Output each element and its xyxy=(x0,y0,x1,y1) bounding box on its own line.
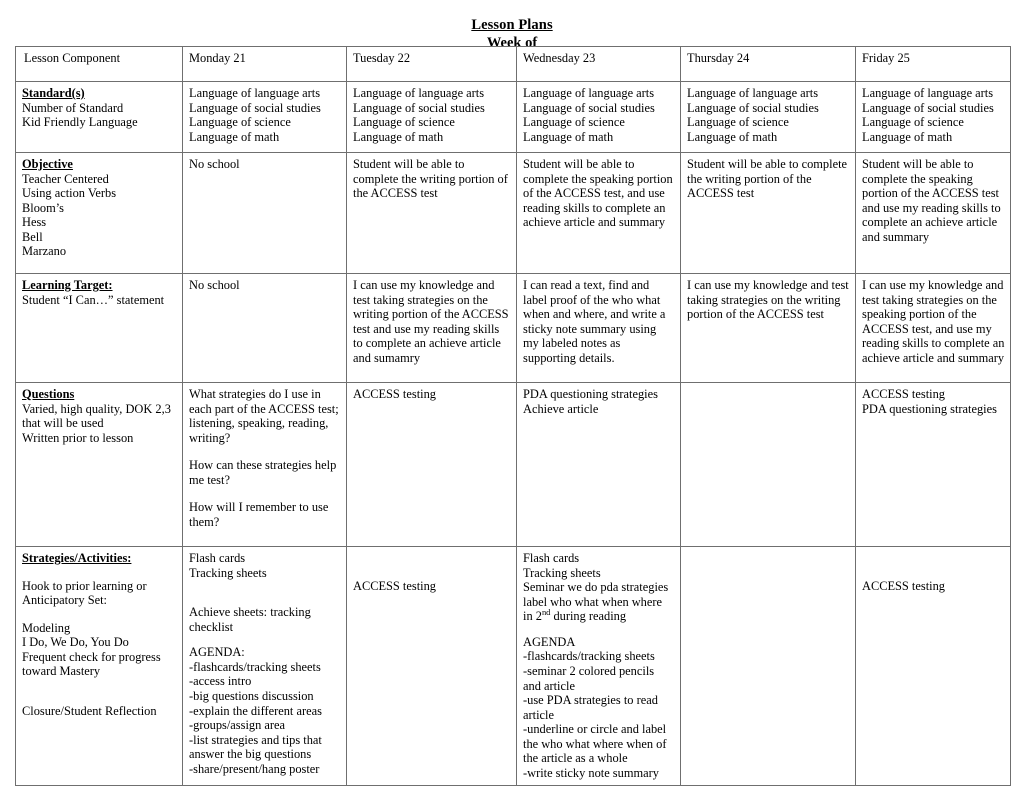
component-detail: Modeling xyxy=(22,620,71,635)
cell-learning-target-thursday: I can use my knowledge and test taking strategies on the writing portion of the ACCESS test xyxy=(681,274,856,383)
ordinal-prefix: in 2 xyxy=(523,609,542,624)
component-detail: Bloom’s xyxy=(22,200,64,215)
cell-line: Language of language arts xyxy=(523,86,655,100)
column-header-monday: Monday 21 xyxy=(183,47,347,82)
cell-line: Language of science xyxy=(862,115,964,130)
cell-line: PDA questioning strategies xyxy=(523,387,658,401)
column-header-tuesday: Tuesday 22 xyxy=(347,47,517,82)
column-header-thursday: Thursday 24 xyxy=(681,47,856,82)
column-header-lesson-component: Lesson Component xyxy=(16,47,183,82)
cell-line: Language of language arts xyxy=(862,86,994,100)
component-detail: Student “I Can…” statement xyxy=(22,292,165,307)
component-detail: Frequent check for progress xyxy=(22,649,161,664)
document-subtitle: Week of xyxy=(486,35,538,52)
cell-line: Language of science xyxy=(687,115,789,130)
cell-line: -flashcards/tracking sheets xyxy=(523,649,655,664)
spacer xyxy=(523,624,675,635)
table-row-strategies xyxy=(16,547,1011,786)
cell-questions-thursday xyxy=(681,383,856,547)
spacer xyxy=(189,445,341,458)
ordinal-postfix: during reading xyxy=(550,609,627,624)
cell-questions-component xyxy=(16,383,183,547)
column-header-wednesday: Wednesday 23 xyxy=(517,47,681,82)
component-detail: Hook to prior learning or xyxy=(22,578,147,593)
cell-objective-friday: Student will be able to complete the speaking portion of the ACCESS test and use my reading skills to complete an achieve article and summary xyxy=(856,153,1011,274)
component-detail: Bell xyxy=(22,229,43,244)
component-detail: Marzano xyxy=(22,244,67,259)
component-detail: Hess xyxy=(22,215,47,230)
cell-strategies-component xyxy=(16,547,183,786)
cell-line: PDA questioning strategies xyxy=(862,401,997,416)
cell-questions-tuesday xyxy=(347,383,517,547)
cell-line: Language of math xyxy=(687,129,778,144)
spacer xyxy=(189,634,341,645)
ordinal-suffix: nd xyxy=(541,607,551,618)
cell-line: article xyxy=(523,707,554,722)
cell-line: Tracking sheets xyxy=(523,565,601,580)
cell-line: ACCESS testing xyxy=(862,579,945,593)
cell-objective-monday: No school xyxy=(183,153,347,274)
cell-line: Achieve sheets: tracking xyxy=(189,605,311,620)
cell-strategies-wednesday xyxy=(517,547,681,786)
component-detail: Written prior to lesson xyxy=(22,430,134,445)
spacer xyxy=(189,580,341,605)
cell-line: -groups/assign area xyxy=(189,718,285,733)
cell-line: Tracking sheets xyxy=(189,565,267,580)
spacer xyxy=(22,566,177,579)
cell-line: How can these strategies help me test? xyxy=(189,458,337,487)
component-heading-strategies: Strategies/Activities: xyxy=(22,551,132,565)
cell-line: the who what where when of xyxy=(523,736,667,751)
table-row-questions xyxy=(16,383,1011,547)
component-detail: I Do, We Do, You Do xyxy=(22,635,129,650)
cell-line: -big questions discussion xyxy=(189,688,314,703)
cell-line: Language of math xyxy=(862,129,953,144)
component-detail: Teacher Centered xyxy=(22,171,109,186)
cell-line: label who what when where xyxy=(523,594,663,609)
cell-objective-component xyxy=(16,153,183,274)
column-header-friday: Friday 25 xyxy=(856,47,1011,82)
cell-line: Achieve article xyxy=(523,401,599,416)
cell-line: and article xyxy=(523,678,575,693)
cell-line: AGENDA: xyxy=(189,645,245,660)
cell-questions-wednesday xyxy=(517,383,681,547)
spacer xyxy=(353,551,511,579)
document-title: Lesson Plans xyxy=(471,17,553,33)
cell-line: -share/present/hang poster xyxy=(189,761,320,776)
cell-line: -use PDA strategies to read xyxy=(523,693,658,708)
cell-strategies-thursday xyxy=(681,547,856,786)
cell-strategies-monday xyxy=(183,547,347,786)
cell-standards-component xyxy=(16,82,183,153)
spacer xyxy=(189,487,341,500)
cell-line: Language of language arts xyxy=(687,86,819,100)
spacer xyxy=(22,608,177,621)
component-heading-questions: Questions xyxy=(22,387,75,401)
component-detail: toward Mastery xyxy=(22,664,101,679)
cell-line-ordinal xyxy=(523,609,675,624)
cell-line: Language of math xyxy=(523,129,614,144)
cell-line: Flash cards xyxy=(523,551,580,565)
cell-line: Language of social studies xyxy=(353,100,485,115)
cell-learning-target-component xyxy=(16,274,183,383)
cell-line: Language of science xyxy=(353,115,455,130)
cell-line: -explain the different areas xyxy=(189,703,322,718)
document-header xyxy=(0,0,1024,52)
cell-line: the article as a whole xyxy=(523,751,628,766)
lesson-plan-table xyxy=(15,46,1011,786)
cell-standards-monday xyxy=(183,82,347,153)
cell-line: answer the big questions xyxy=(189,747,312,762)
cell-learning-target-tuesday: I can use my knowledge and test taking strategies on the writing portion of the ACCESS test and use my reading skills to complete an achieve article and sumamry xyxy=(347,274,517,383)
cell-learning-target-friday: I can use my knowledge and test taking strategies on the speaking portion of the ACCESS test, and use my reading skills to complete an achieve article and summary xyxy=(856,274,1011,383)
cell-learning-target-monday: No school xyxy=(183,274,347,383)
cell-line: Language of science xyxy=(189,115,291,130)
component-detail: that will be used xyxy=(22,416,104,431)
spacer xyxy=(862,551,1005,579)
cell-learning-target-wednesday: I can read a text, find and label proof of the who what when and where, and write a sticky note summary using my labeled notes as supporting details. xyxy=(517,274,681,383)
cell-line: Language of social studies xyxy=(189,100,321,115)
cell-line: -seminar 2 colored pencils xyxy=(523,663,655,678)
component-detail: Anticipatory Set: xyxy=(22,593,107,608)
cell-line: Language of math xyxy=(189,129,280,144)
cell-line: ACCESS testing xyxy=(353,579,436,593)
cell-objective-thursday: Student will be able to complete the writing portion of the ACCESS test xyxy=(681,153,856,274)
cell-line: -list strategies and tips that xyxy=(189,732,322,747)
cell-objective-tuesday: Student will be able to complete the writing portion of the ACCESS test xyxy=(347,153,517,274)
cell-line: AGENDA xyxy=(523,634,576,649)
cell-line: checklist xyxy=(189,619,234,634)
cell-line: What strategies do I use in each part of the ACCESS test; listening, speaking, reading, writing? xyxy=(189,387,339,445)
cell-line: ACCESS testing xyxy=(862,387,945,401)
cell-questions-monday xyxy=(183,383,347,547)
cell-strategies-tuesday xyxy=(347,547,517,786)
component-heading-standards: Standard(s) xyxy=(22,86,85,100)
cell-objective-wednesday: Student will be able to complete the speaking portion of the ACCESS test, and use reading skills to complete an achieve article and summary xyxy=(517,153,681,274)
table-row-standards xyxy=(16,82,1011,153)
cell-standards-thursday xyxy=(681,82,856,153)
table-row-learning-target xyxy=(16,274,1011,383)
cell-strategies-friday xyxy=(856,547,1011,786)
cell-line: Language of science xyxy=(523,115,625,130)
cell-line: Language of math xyxy=(353,129,444,144)
spacer xyxy=(22,679,177,704)
cell-line: Flash cards xyxy=(189,551,246,565)
cell-line: Language of social studies xyxy=(687,100,819,115)
cell-line: Language of language arts xyxy=(353,86,485,100)
cell-line: How will I remember to use them? xyxy=(189,500,329,529)
component-detail: Closure/Student Reflection xyxy=(22,703,157,718)
component-detail: Varied, high quality, DOK 2,3 xyxy=(22,401,171,416)
cell-line: -underline or circle and label xyxy=(523,722,667,737)
cell-line: -access intro xyxy=(189,674,252,689)
cell-standards-friday xyxy=(856,82,1011,153)
cell-line: Seminar we do pda strategies xyxy=(523,580,669,595)
cell-line: ACCESS testing xyxy=(353,387,436,401)
cell-line: Language of social studies xyxy=(862,100,994,115)
component-detail: Using action Verbs xyxy=(22,186,117,201)
cell-questions-friday xyxy=(856,383,1011,547)
cell-standards-tuesday xyxy=(347,82,517,153)
cell-line: Language of language arts xyxy=(189,86,321,100)
cell-line: -flashcards/tracking sheets xyxy=(189,659,321,674)
table-row-objective xyxy=(16,153,1011,274)
cell-line: -write sticky note summary xyxy=(523,765,659,780)
component-heading-objective: Objective xyxy=(22,157,73,171)
table-header-row xyxy=(16,47,1011,82)
cell-standards-wednesday xyxy=(517,82,681,153)
component-detail: Number of Standard xyxy=(22,100,124,115)
cell-line: Language of social studies xyxy=(523,100,655,115)
component-heading-learning-target: Learning Target: xyxy=(22,278,113,292)
component-detail: Kid Friendly Language xyxy=(22,115,138,130)
